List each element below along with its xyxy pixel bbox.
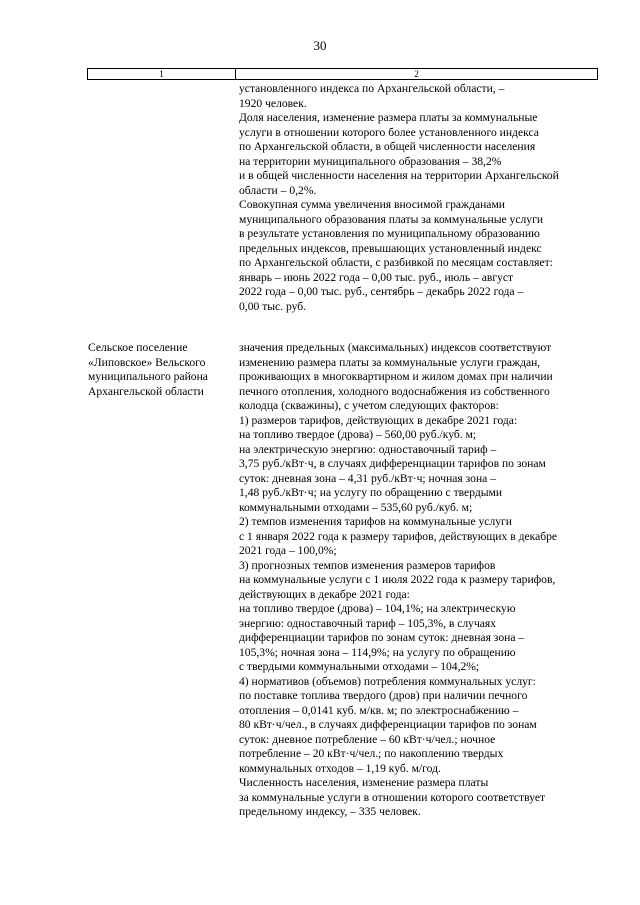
text-line: Совокупная сумма увеличения вносимой гражданами <box>239 198 505 211</box>
text-line: по Архангельской области, с разбивкой по месяцам составляет: <box>239 256 553 269</box>
table-header-col-1: 1 <box>88 69 236 79</box>
text-line: суток: дневная зона – 4,31 руб./кВт·ч; ночная зона – <box>239 471 497 485</box>
text-line: предельному индексу, – 335 человек. <box>239 805 421 818</box>
text-line: на территории муниципального образования – 38,2% <box>239 154 502 168</box>
text-line: январь – июнь 2022 года – 0,00 тыс. руб., июль – август <box>239 270 514 284</box>
text-line: услуги в отношении которого более установленного индекса <box>239 125 539 139</box>
text-line: с твердыми коммунальными отходами – 104,2%; <box>239 660 480 673</box>
text-line: изменению размера платы за коммунальные услуги граждан, <box>239 355 541 369</box>
text-line: проживающих в многоквартирном и жилом домах при наличии <box>239 370 553 383</box>
block1-text <box>239 82 603 314</box>
text-line: на топливо твердое (дрова) – 560,00 руб./куб. м; <box>239 428 477 441</box>
text-line: за коммунальные услуги в отношении которого соответствует <box>239 790 546 804</box>
text-line: в результате установления по муниципальному образованию <box>239 227 540 240</box>
text-line: 3,75 руб./кВт·ч, в случаях дифференциации тарифов по зонам <box>239 457 546 470</box>
municipality-line: «Липовское» Вельского <box>88 355 206 369</box>
text-line: дифференциации тарифов по зонам суток: дневная зона – <box>239 631 525 644</box>
table-header-col-2: 2 <box>414 69 419 79</box>
text-line: потребление – 20 кВт·ч/чел.; по накоплению твердых <box>239 747 504 760</box>
text-line: энергию: одноставочный тариф – 105,3%, в случаях <box>239 616 497 630</box>
text-line: предельных индексов, превышающих установленный индекс <box>239 241 542 255</box>
text-line: 2021 года – 100,0%; <box>239 544 337 557</box>
text-line: коммунальных отходов – 1,19 куб. м/год. <box>239 761 441 775</box>
text-line: 2022 года – 0,00 тыс. руб., сентябрь – декабрь 2022 года – <box>239 285 524 298</box>
text-line: Доля населения, изменение размера платы за коммунальные <box>239 111 538 124</box>
text-line: на топливо твердое (дрова) – 104,1%; на электрическую <box>239 602 516 615</box>
text-line: 3) прогнозных темпов изменения размеров тарифов <box>239 558 496 572</box>
text-line: 1) размеров тарифов, действующих в декабре 2021 года: <box>239 413 518 427</box>
text-line: муниципального образования платы за коммунальные услуги <box>239 212 544 226</box>
text-line: по поставке топлива твердого (дров) при наличии печного <box>239 689 528 702</box>
text-line: отопления – 0,0141 куб. м/кв. м; по электроснабжению – <box>239 703 519 717</box>
text-line: Численность населения, изменение размера платы <box>239 776 489 789</box>
table-header-row <box>87 68 598 80</box>
text-line: 105,3%; ночная зона – 114,9%; на услугу по обращению <box>239 645 516 659</box>
text-line: на электрическую энергию: одноставочный тариф – <box>239 442 497 456</box>
text-line: на коммунальные услуги с 1 июля 2022 года к размеру тарифов, <box>239 573 556 586</box>
text-line: печного отопления, холодного водоснабжения из собственного <box>239 384 550 398</box>
text-line: 2) темпов изменения тарифов на коммунальные услуги <box>239 515 512 528</box>
text-line: суток: дневное потребление – 60 кВт·ч/чел.; ночное <box>239 732 496 746</box>
page-number: 30 <box>313 38 327 53</box>
municipality-name <box>88 341 234 399</box>
text-line: по Архангельской области, в общей численности населения <box>239 140 536 153</box>
municipality-line: муниципального района <box>88 370 208 383</box>
municipality-line: Сельское поселение <box>88 341 188 354</box>
text-line: установленного индекса по Архангельской области, – <box>239 82 505 95</box>
municipality-line: Архангельской области <box>88 384 204 398</box>
text-line: 4) нормативов (объемов) потребления коммунальных услуг: <box>239 674 536 688</box>
text-line: 1,48 руб./кВт·ч; на услугу по обращению с твердыми <box>239 486 503 499</box>
text-line: 1920 человек. <box>239 96 307 110</box>
text-line: коммунальными отходами – 535,60 руб./куб. м; <box>239 500 473 514</box>
text-line: действующих в декабре 2021 года: <box>239 587 410 601</box>
text-line: значения предельных (максимальных) индексов соответствуют <box>239 341 552 354</box>
text-line: 0,00 тыс. руб. <box>239 299 307 313</box>
text-line: 80 кВт·ч/чел., в случаях дифференциации тарифов по зонам <box>239 718 537 731</box>
text-line: области – 0,2%. <box>239 183 317 197</box>
text-line: с 1 января 2022 года к размеру тарифов, действующих в декабре <box>239 529 558 543</box>
text-line: и в общей численности населения на территории Архангельской <box>239 169 559 182</box>
block2-text <box>239 341 603 820</box>
text-line: колодца (скважины), с учетом следующих факторов: <box>239 399 499 412</box>
